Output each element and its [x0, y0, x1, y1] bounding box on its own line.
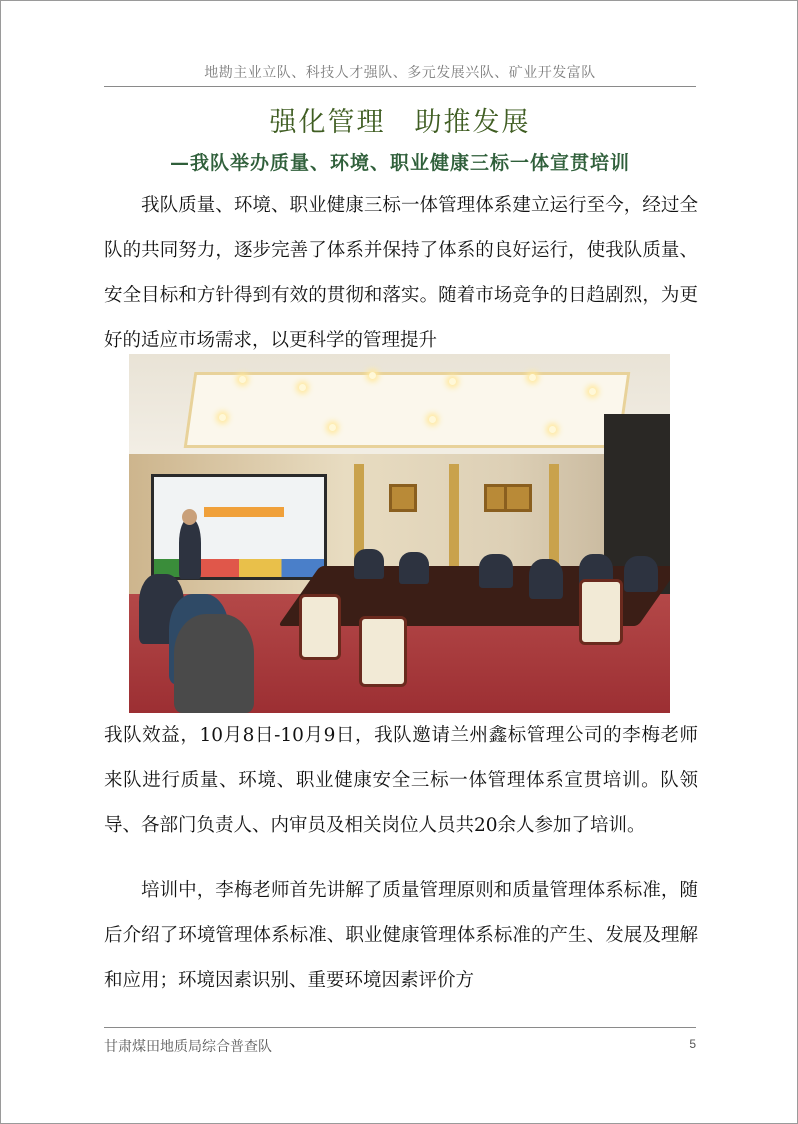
photo-ceiling-panel: [184, 372, 631, 448]
presenter: [179, 519, 201, 579]
paragraph-3: 培训中，李梅老师首先讲解了质量管理原则和质量管理体系标准，随后介绍了环境管理体系标准、职业健康管理体系标准的产生、发展及理解和应用；环境因素识别、重要环境因素评价方: [104, 880, 698, 991]
attendee: [529, 559, 563, 599]
ceiling-light: [429, 416, 436, 423]
attendee: [624, 556, 658, 592]
chair: [299, 594, 341, 660]
header-slogan: 地勘主业立队、科技人才强队、多元发展兴队、矿业开发富队: [204, 65, 596, 81]
projection-screen: [151, 474, 327, 580]
ceiling-light: [449, 378, 456, 385]
screen-heading: [204, 507, 284, 517]
article-title: 强化管理 助推发展: [269, 107, 531, 138]
paragraph-2: 我队效益，10月8日-10月9日，我队邀请兰州鑫标管理公司的李梅老师来队进行质量、环境、职业健康安全三标一体管理体系宣贯培训。队领导、各部门负责人、内审员及相关岗位人员共20余人参加了培训。: [104, 725, 698, 836]
paragraph-1: 我队质量、环境、职业健康三标一体管理体系建立运行至今，经过全队的共同努力，逐步完善了体系并保持了体系的良好运行，使我队质量、安全目标和方针得到有效的贯彻和落实。随着市场竞争的日趋剧烈，为更好的适应市场需求，以更科学的管理提升: [104, 195, 698, 351]
ceiling-light: [219, 414, 226, 421]
wall-panel: [504, 484, 532, 512]
attendee: [479, 554, 513, 588]
page-number: 5: [689, 1037, 696, 1051]
wall-panel: [389, 484, 417, 512]
ceiling-light: [329, 424, 336, 431]
ceiling-light: [299, 384, 306, 391]
article-subtitle: —我队举办质量、环境、职业健康三标一体宣贯培训: [169, 152, 630, 174]
ceiling-light: [549, 426, 556, 433]
ceiling-light: [529, 374, 536, 381]
ceiling-light: [239, 376, 246, 383]
presenter-head: [182, 509, 197, 525]
footer-divider: [104, 1027, 696, 1028]
ceiling-light: [589, 388, 596, 395]
chair: [359, 616, 407, 687]
footer-organization: 甘肃煤田地质局综合普查队: [104, 1039, 272, 1055]
ceiling-light: [369, 372, 376, 379]
chair: [579, 579, 623, 645]
header-divider: [104, 86, 696, 87]
attendee: [174, 614, 254, 713]
attendee: [354, 549, 384, 579]
attendee: [399, 552, 429, 584]
meeting-photo: [129, 354, 670, 713]
